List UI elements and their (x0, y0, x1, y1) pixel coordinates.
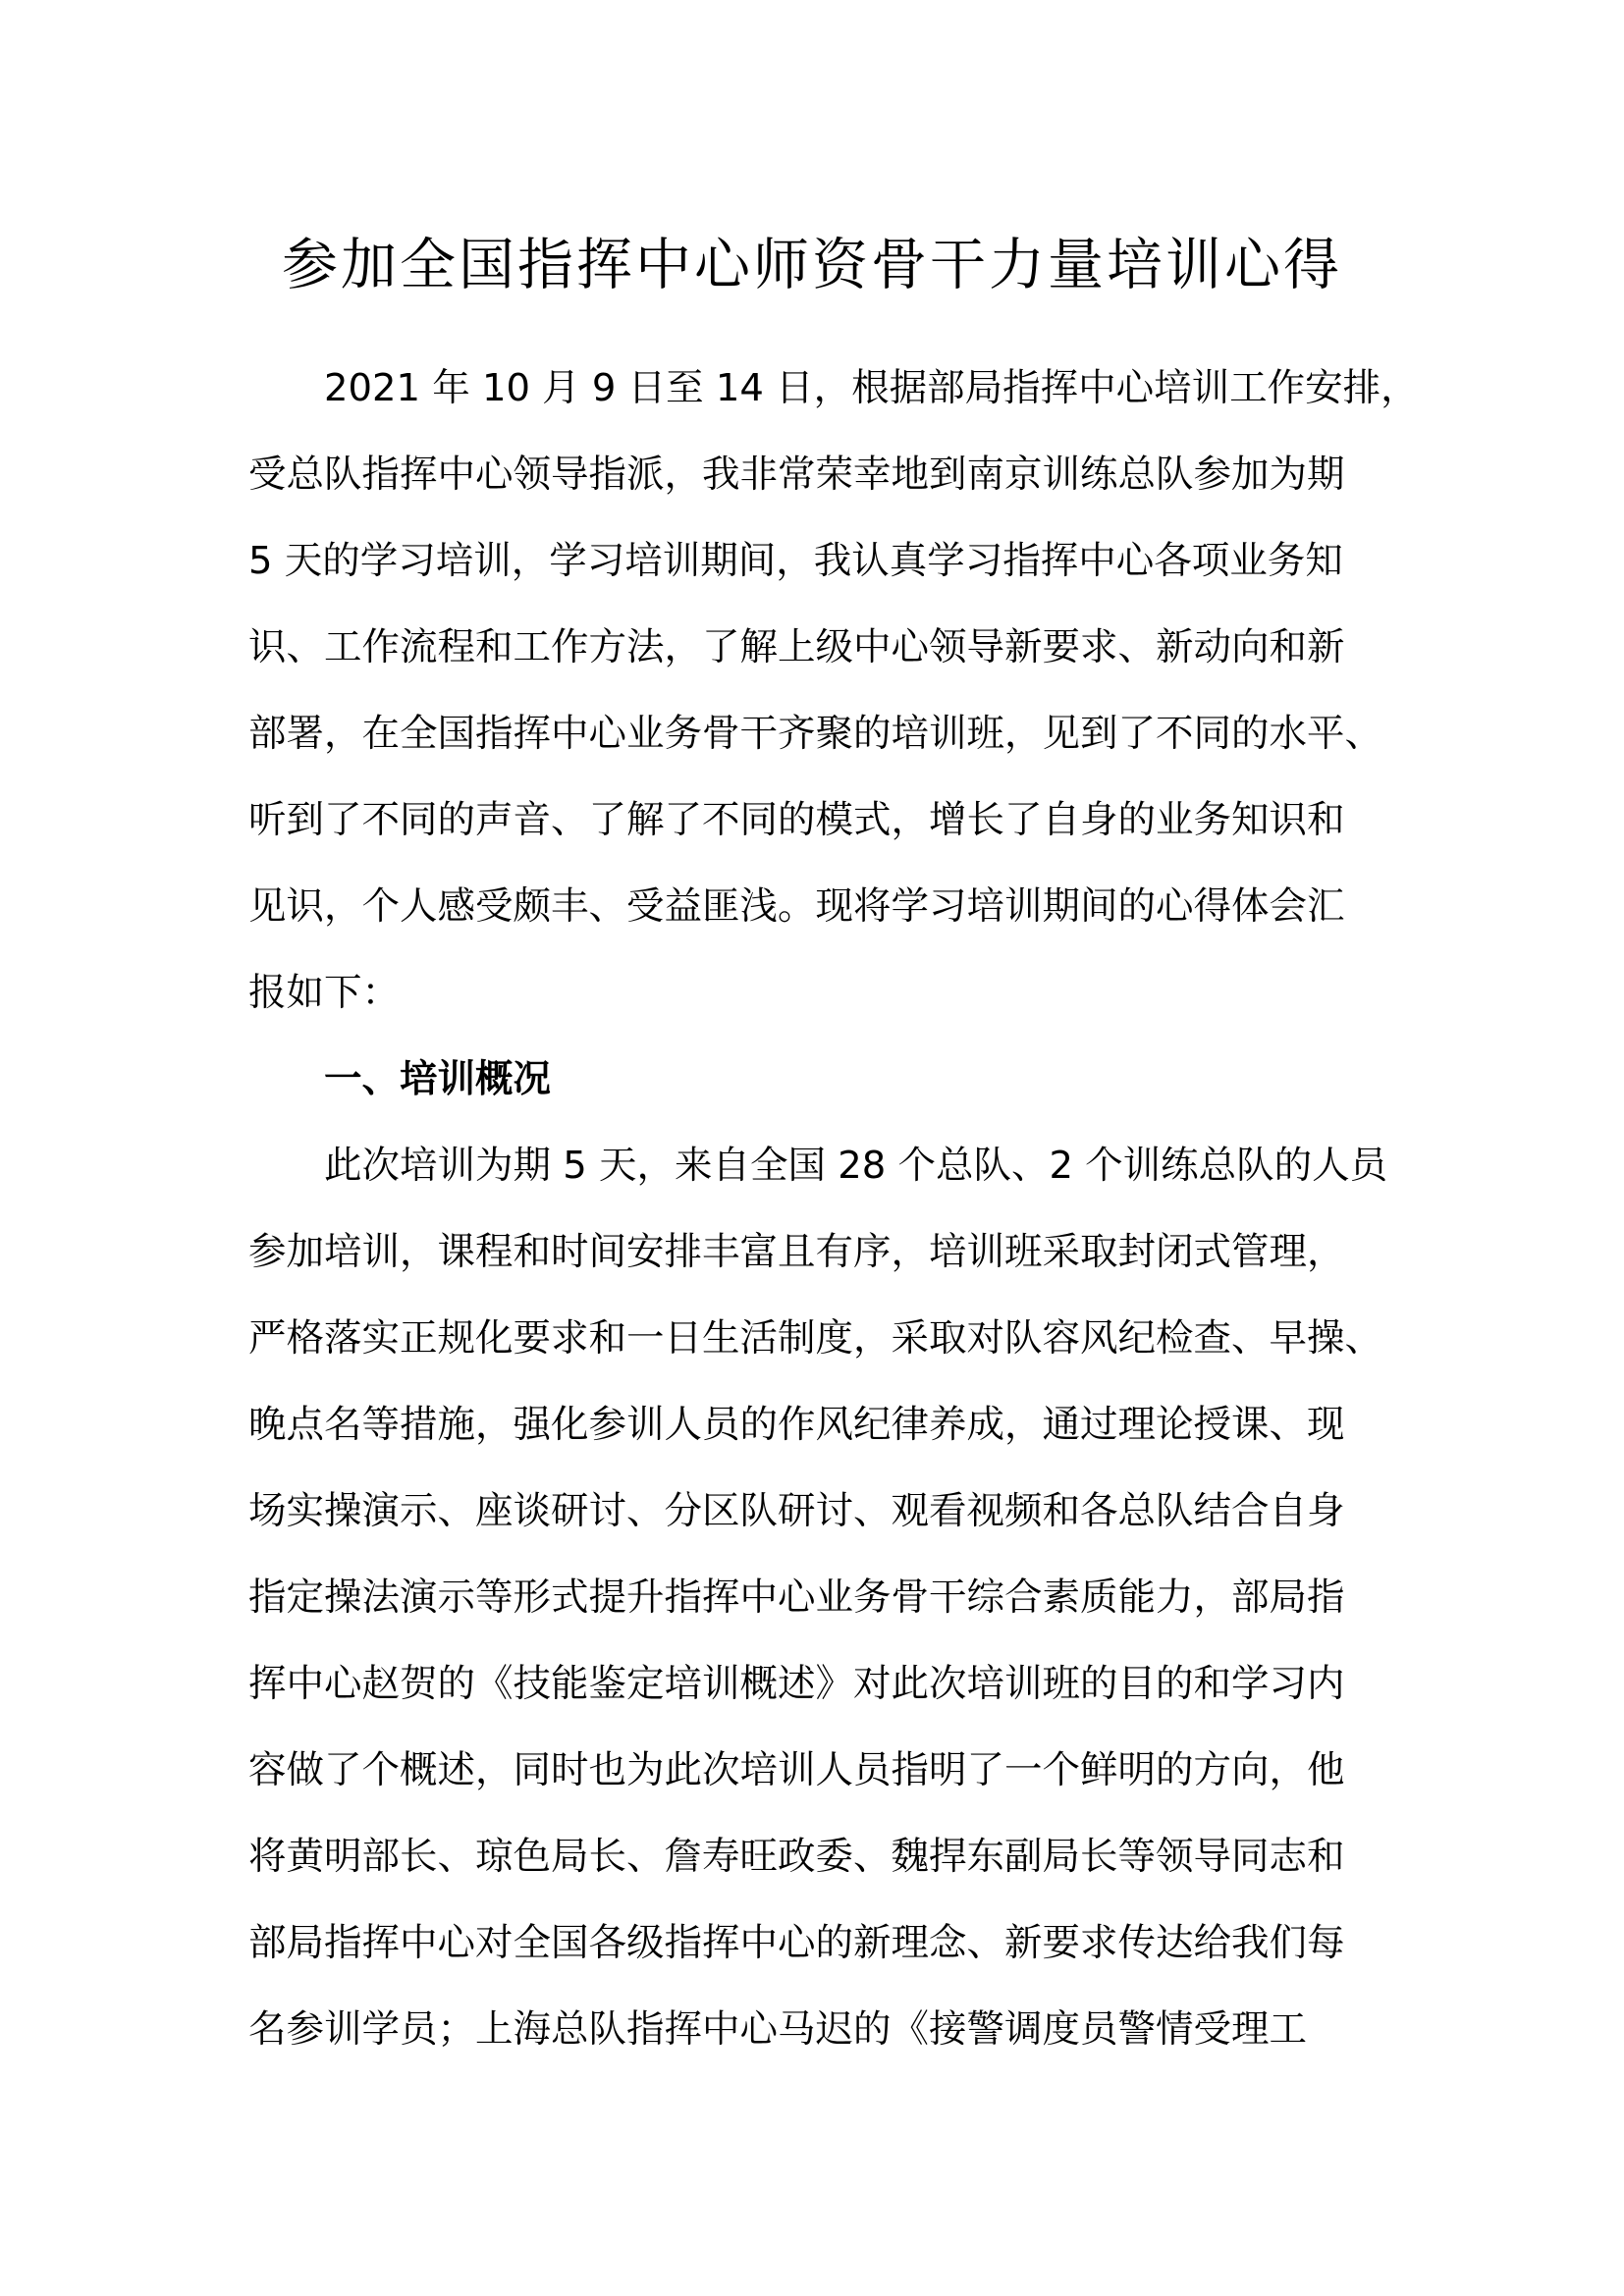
paragraph-line: 指定操法演示等形式提升指挥中心业务骨干综合素质能力，部局指 (248, 1575, 1345, 1620)
paragraph-line: 名参训学员；上海总队指挥中心马迟的《接警调度员警情受理工 (248, 2007, 1308, 2052)
paragraph-line: 场实操演示、座谈研讨、分区队研讨、观看视频和各总队结合自身 (248, 1489, 1345, 1533)
document-title: 参加全国指挥中心师资骨干力量培训心得 (282, 233, 1342, 297)
paragraph-line: 听到了不同的声音、了解了不同的模式，增长了自身的业务知识和 (248, 798, 1345, 842)
paragraph-line: 挥中心赵贺的《技能鉴定培训概述》对此次培训班的目的和学习内 (248, 1662, 1345, 1706)
paragraph-line: 部署，在全国指挥中心业务骨干齐聚的培训班，见到了不同的水平、 (248, 712, 1383, 756)
section-heading: 一、培训概况 (324, 1057, 552, 1101)
paragraph-line: 受总队指挥中心领导指派，我非常荣幸地到南京训练总队参加为期 (248, 453, 1345, 497)
paragraph-line: 报如下： (248, 971, 401, 1015)
paragraph-line: 将黄明部长、琼色局长、詹寿旺政委、魏捍东副局长等领导同志和 (248, 1835, 1345, 1879)
paragraph-line: 5 天的学习培训，学习培训期间，我认真学习指挥中心各项业务知 (248, 539, 1343, 583)
paragraph-line: 2021 年 10 月 9 日至 14 日，根据部局指挥中心培训工作安排， (324, 366, 1419, 410)
paragraph-line: 容做了个概述，同时也为此次培训人员指明了一个鲜明的方向，他 (248, 1748, 1345, 1792)
paragraph-line: 部局指挥中心对全国各级指挥中心的新理念、新要求传达给我们每 (248, 1921, 1345, 1965)
paragraph-line: 见识，个人感受颇丰、受益匪浅。现将学习培训期间的心得体会汇 (248, 884, 1345, 929)
paragraph-line: 晚点名等措施，强化参训人员的作风纪律养成，通过理论授课、现 (248, 1403, 1345, 1447)
paragraph-line: 严格落实正规化要求和一日生活制度，采取对队容风纪检查、早操、 (248, 1316, 1383, 1361)
paragraph-line: 此次培训为期 5 天，来自全国 28 个总队、2 个训练总队的人员 (324, 1144, 1388, 1188)
paragraph-line: 参加培训，课程和时间安排丰富且有序，培训班采取封闭式管理， (248, 1230, 1345, 1274)
paragraph-line: 识、工作流程和工作方法，了解上级中心领导新要求、新动向和新 (248, 625, 1345, 669)
